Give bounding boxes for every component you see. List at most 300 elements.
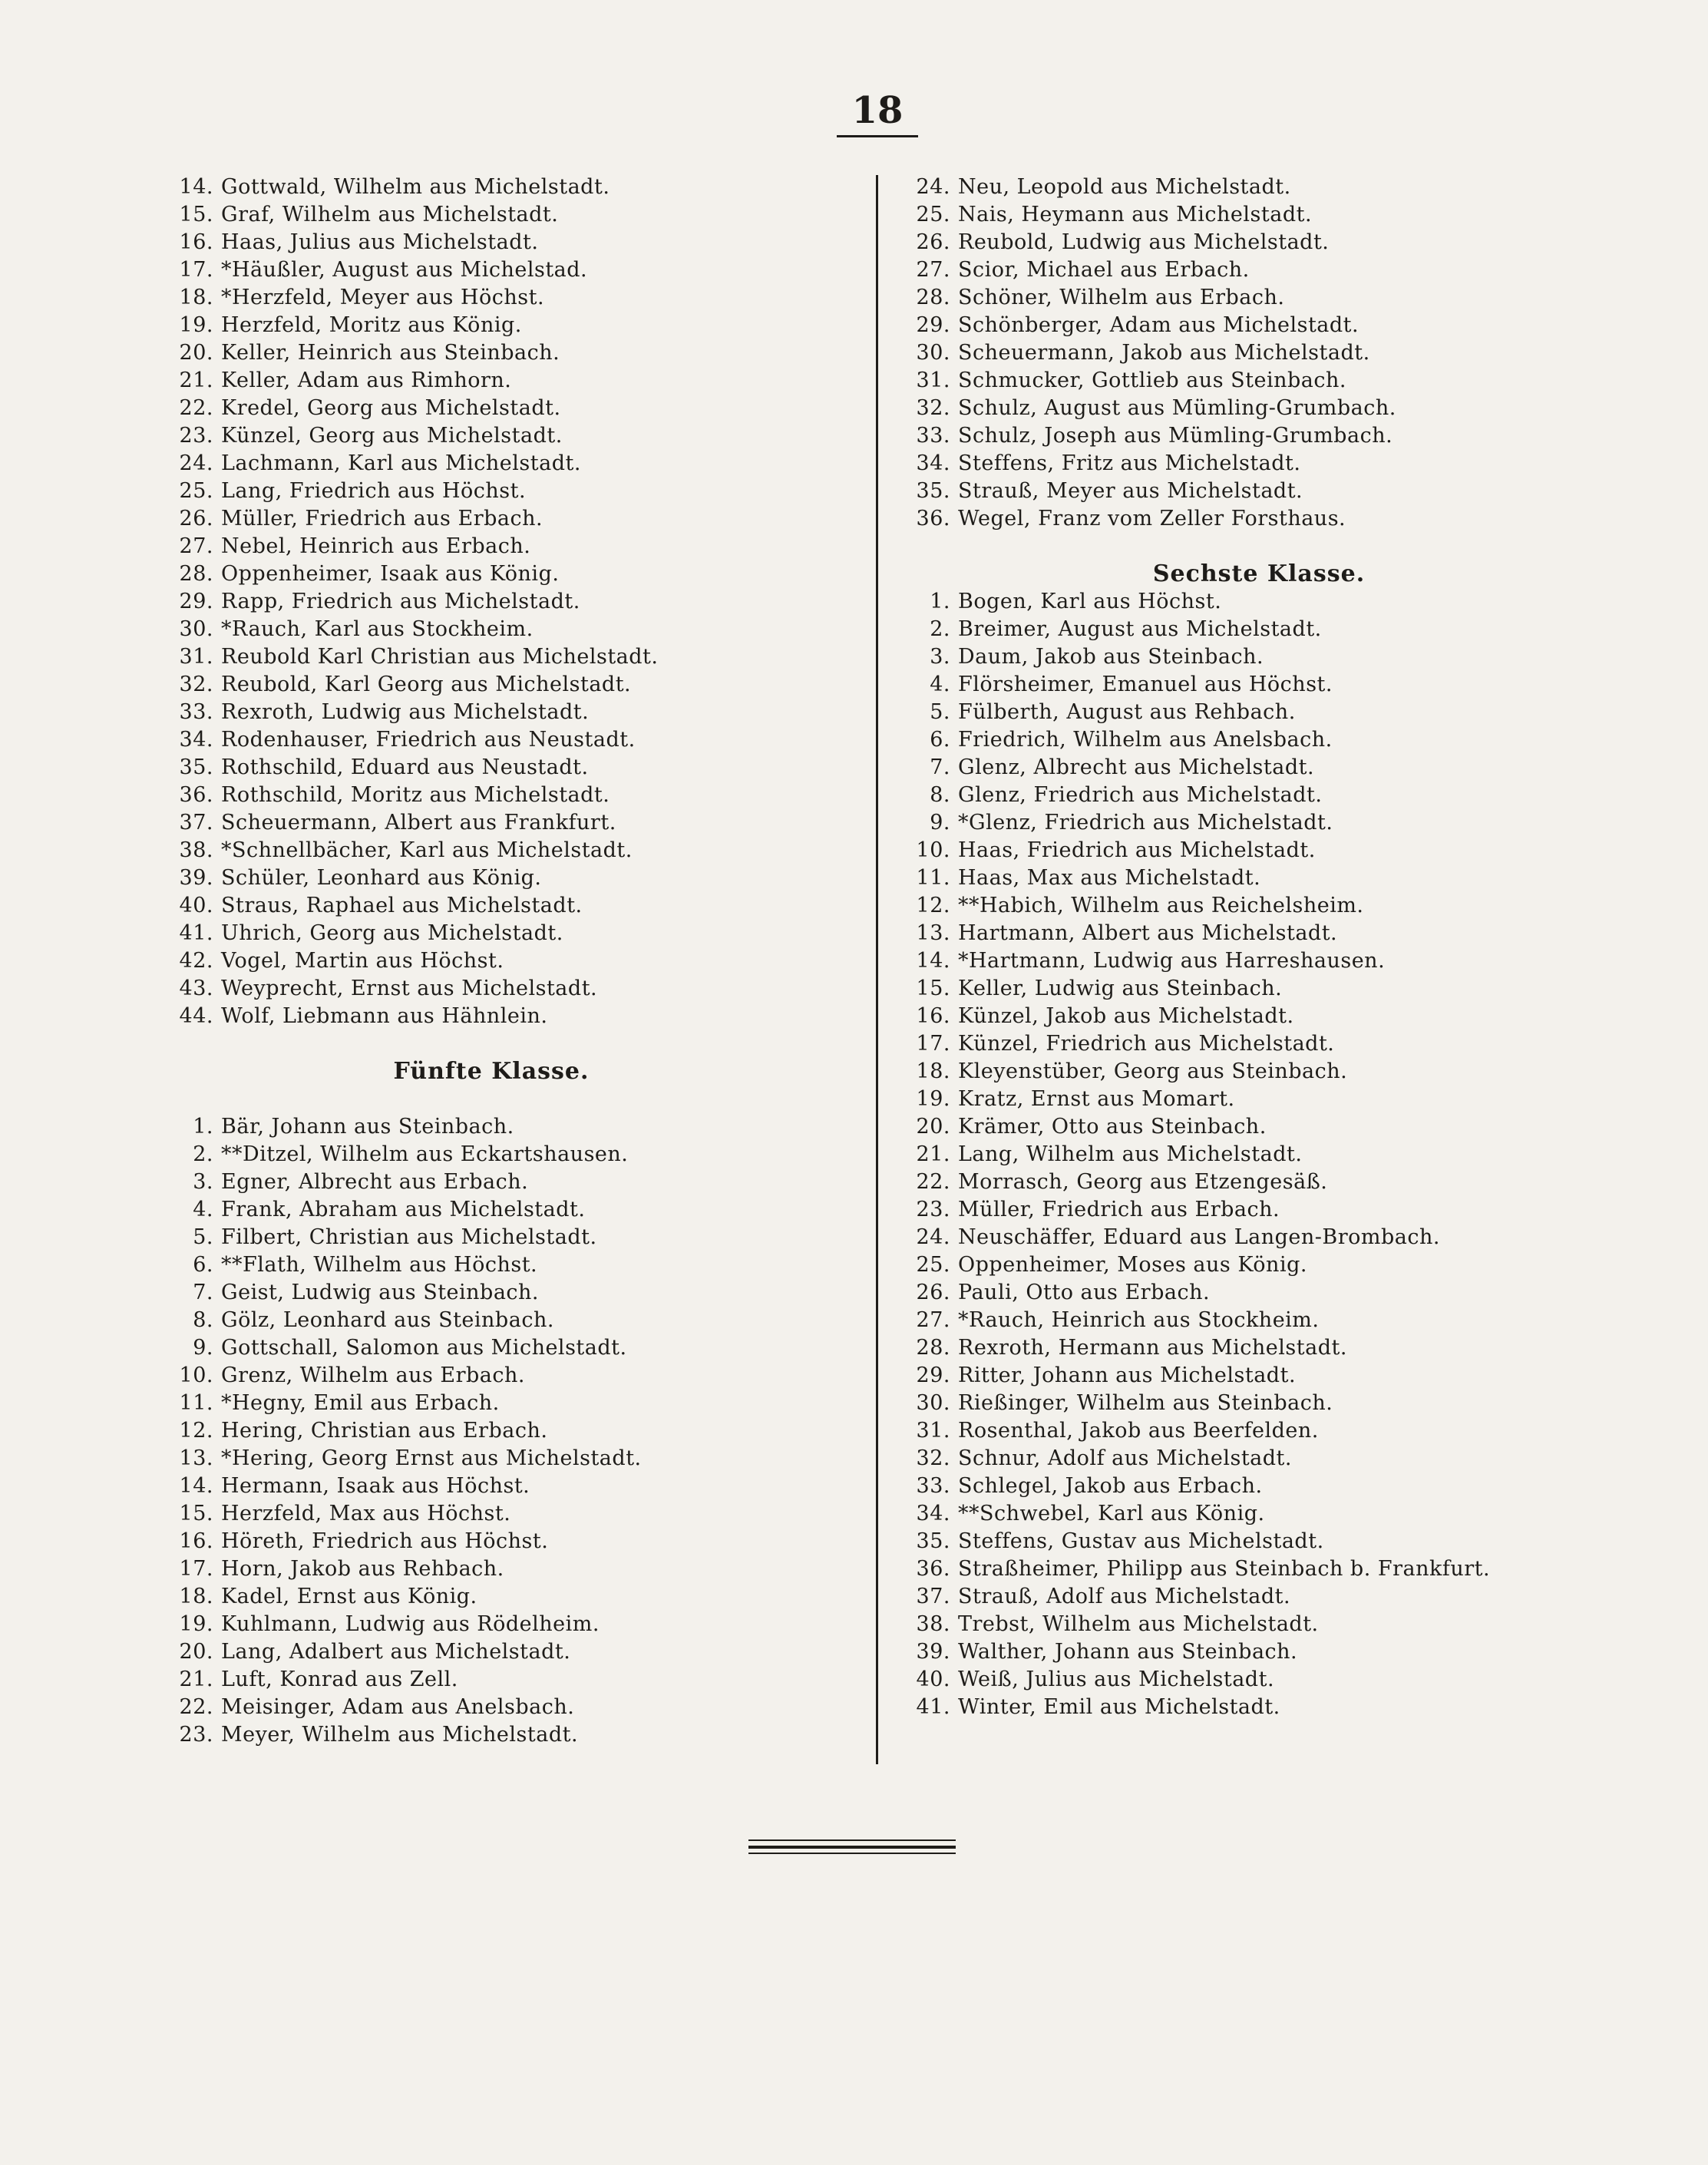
- list-item: [154, 1666, 860, 1694]
- list-item-text: Trebst, Wilhelm aus Michelstadt.: [958, 1612, 1319, 1636]
- list-item-text: Wolf, Liebmann aus Hähnlein.: [221, 1004, 548, 1028]
- list-item-text: Winter, Emil aus Michelstadt.: [958, 1695, 1280, 1719]
- list-item-text: Rexroth, Hermann aus Michelstadt.: [958, 1336, 1347, 1360]
- list-item: [890, 809, 1689, 837]
- list-item-number: 38.: [916, 1612, 950, 1636]
- list-item-text: Wegel, Franz vom Zeller Forsthaus.: [958, 507, 1346, 531]
- list-item: [154, 1362, 860, 1390]
- list-item-number: 18.: [179, 1585, 213, 1608]
- list-item: [154, 1307, 860, 1334]
- list-item: [890, 422, 1689, 450]
- list-item-number: 4.: [193, 1198, 213, 1221]
- list-item-text: Oppenheimer, Moses aus König.: [958, 1253, 1307, 1277]
- list-item: [890, 1224, 1689, 1251]
- list-item-number: 32.: [916, 396, 950, 420]
- list-item: [890, 1168, 1689, 1196]
- list-item: [154, 754, 860, 782]
- list-item-number: 4.: [930, 673, 950, 696]
- list-item: [890, 643, 1689, 671]
- list-item: [890, 699, 1689, 726]
- list-item-text: *Rauch, Heinrich aus Stockheim.: [958, 1308, 1320, 1332]
- list-item: [154, 1500, 860, 1528]
- ornament-line: [748, 1839, 956, 1841]
- list-item: [890, 782, 1689, 809]
- list-item-text: Straßheimer, Philipp aus Steinbach b. Frankfurt.: [958, 1557, 1491, 1581]
- list-item-text: Reubold Karl Christian aus Michelstadt.: [221, 645, 659, 669]
- list-item: [890, 1500, 1689, 1528]
- list-item-number: 21.: [179, 369, 213, 392]
- list-item: [890, 395, 1689, 422]
- list-item-text: *Hartmann, Ludwig aus Harreshausen.: [958, 949, 1386, 973]
- list-item: [890, 339, 1689, 367]
- list-item-number: 21.: [179, 1668, 213, 1691]
- list-item-number: 32.: [179, 673, 213, 696]
- list-item: [890, 478, 1689, 505]
- list-item: [154, 560, 860, 588]
- list-item-text: Kratz, Ernst aus Momart.: [958, 1087, 1235, 1111]
- list-item-text: Schöner, Wilhelm aus Erbach.: [958, 286, 1285, 309]
- list-item-number: 39.: [179, 866, 213, 890]
- list-item-number: 25.: [179, 479, 213, 503]
- list-item-text: Höreth, Friedrich aus Höchst.: [221, 1529, 549, 1553]
- list-item-text: Rothschild, Moritz aus Michelstadt.: [221, 783, 610, 807]
- list-item-text: Keller, Ludwig aus Steinbach.: [958, 977, 1283, 1000]
- list-item-number: 20.: [916, 1115, 950, 1139]
- list-item-number: 31.: [916, 369, 950, 392]
- list-item: [890, 256, 1689, 284]
- list-item: [890, 174, 1689, 201]
- list-item-number: 12.: [179, 1419, 213, 1443]
- list-item-text: Steffens, Gustav aus Michelstadt.: [958, 1529, 1324, 1553]
- list-item-number: 2.: [193, 1142, 213, 1166]
- list-item-text: Fülberth, August aus Rehbach.: [958, 700, 1296, 724]
- list-item: [890, 1251, 1689, 1279]
- list-item: [154, 643, 860, 671]
- list-item: [154, 1721, 860, 1749]
- list-item-number: 29.: [916, 313, 950, 337]
- list-item-text: Gottschall, Salomon aus Michelstadt.: [221, 1336, 627, 1360]
- list-item-number: 13.: [179, 1446, 213, 1470]
- list-item-number: 24.: [179, 451, 213, 475]
- list-item-number: 36.: [179, 783, 213, 807]
- list-item-text: Weiß, Julius aus Michelstadt.: [958, 1668, 1275, 1691]
- list-item: [154, 1168, 860, 1196]
- list-item: [890, 1003, 1689, 1030]
- list-item: [154, 533, 860, 560]
- list-item: [154, 1141, 860, 1168]
- list-item: [154, 616, 860, 643]
- list-item-number: 5.: [930, 700, 950, 724]
- list-item: [154, 1279, 860, 1307]
- list-item-text: Scheuermann, Jakob aus Michelstadt.: [958, 341, 1370, 365]
- list-item-number: 41.: [916, 1695, 950, 1719]
- list-item: [890, 1030, 1689, 1058]
- list-item-text: Keller, Heinrich aus Steinbach.: [221, 341, 560, 365]
- list-item: [154, 588, 860, 616]
- list-item-number: 33.: [916, 424, 950, 448]
- list-item-number: 9.: [193, 1336, 213, 1360]
- list-item-text: Künzel, Georg aus Michelstadt.: [221, 424, 563, 448]
- ornament-line: [748, 1853, 956, 1854]
- list-item-number: 3.: [193, 1170, 213, 1194]
- list-item-number: 16.: [916, 1004, 950, 1028]
- list-item-text: Hering, Christian aus Erbach.: [221, 1419, 548, 1443]
- list-item-number: 15.: [179, 203, 213, 226]
- list-item: [154, 174, 860, 201]
- list-item: [890, 1583, 1689, 1611]
- list-item-text: *Schnellbächer, Karl aus Michelstadt.: [221, 838, 633, 862]
- list-item: [890, 1666, 1689, 1694]
- list-item: [154, 699, 860, 726]
- list-item: [154, 1473, 860, 1500]
- list-item-text: Rapp, Friedrich aus Michelstadt.: [221, 590, 580, 613]
- list-item: [154, 1251, 860, 1279]
- list-item: [890, 1141, 1689, 1168]
- list-item: [890, 1611, 1689, 1638]
- list-item-text: Morrasch, Georg aus Etzengesäß.: [958, 1170, 1328, 1194]
- list-item: [154, 395, 860, 422]
- list-item-number: 15.: [916, 977, 950, 1000]
- list-item-number: 35.: [179, 755, 213, 779]
- list-item-number: 1.: [930, 590, 950, 613]
- list-item-text: Künzel, Friedrich aus Michelstadt.: [958, 1032, 1335, 1056]
- list-item: [154, 284, 860, 312]
- list-item-number: 8.: [193, 1308, 213, 1332]
- class-heading-sixth: Sechste Klasse.: [1152, 560, 1366, 587]
- list-item: [154, 256, 860, 284]
- list-item-number: 10.: [916, 838, 950, 862]
- list-item-number: 31.: [916, 1419, 950, 1443]
- list-item-number: 22.: [916, 1170, 950, 1194]
- list-item-text: Nebel, Heinrich aus Erbach.: [221, 534, 531, 558]
- list-item: [890, 1307, 1689, 1334]
- left-column: [154, 174, 860, 1749]
- list-item-text: Kleyenstüber, Georg aus Steinbach.: [958, 1059, 1348, 1083]
- list-item-text: Frank, Abraham aus Michelstadt.: [221, 1198, 586, 1221]
- list-item-number: 44.: [179, 1004, 213, 1028]
- list-item-number: 37.: [179, 811, 213, 835]
- list-item-text: Herzfeld, Moritz aus König.: [221, 313, 522, 337]
- list-item-number: 31.: [179, 645, 213, 669]
- list-item: [890, 1638, 1689, 1666]
- list-item: [890, 229, 1689, 256]
- list-item-number: 34.: [916, 1502, 950, 1525]
- list-item: [154, 1334, 860, 1362]
- list-item: [890, 1473, 1689, 1500]
- list-item-number: 23.: [916, 1198, 950, 1221]
- list-item-number: 20.: [179, 341, 213, 365]
- list-item: [890, 671, 1689, 699]
- list-item-number: 14.: [916, 949, 950, 973]
- list-item-text: Reubold, Ludwig aus Michelstadt.: [958, 230, 1330, 254]
- list-item-number: 8.: [930, 783, 950, 807]
- list-item: [154, 312, 860, 339]
- right-list-continued: [890, 174, 1689, 533]
- list-item-text: Müller, Friedrich aus Erbach.: [221, 507, 543, 531]
- column-divider: [876, 175, 878, 1764]
- list-item-number: 37.: [916, 1585, 950, 1608]
- list-item: [154, 1528, 860, 1555]
- list-item-text: Lang, Wilhelm aus Michelstadt.: [958, 1142, 1303, 1166]
- list-item-text: Ritter, Johann aus Michelstadt.: [958, 1363, 1297, 1387]
- list-item: [154, 339, 860, 367]
- list-item-number: 11.: [916, 866, 950, 890]
- left-list-continued: [154, 174, 860, 1030]
- list-item-text: Vogel, Martin aus Höchst.: [221, 949, 504, 973]
- list-item-text: Hermann, Isaak aus Höchst.: [221, 1474, 530, 1498]
- list-item-text: Kuhlmann, Ludwig aus Rödelheim.: [221, 1612, 600, 1636]
- list-item-text: Reubold, Karl Georg aus Michelstadt.: [221, 673, 632, 696]
- list-item-number: 32.: [916, 1446, 950, 1470]
- list-item-number: 30.: [916, 341, 950, 365]
- list-item: [154, 892, 860, 920]
- list-item-text: Lang, Friedrich aus Höchst.: [221, 479, 527, 503]
- list-item-text: **Habich, Wilhelm aus Reichelsheim.: [958, 894, 1364, 917]
- list-item-number: 16.: [179, 1529, 213, 1553]
- list-item-number: 33.: [179, 700, 213, 724]
- list-item-number: 2.: [930, 617, 950, 641]
- list-item-text: Daum, Jakob aus Steinbach.: [958, 645, 1264, 669]
- list-item-number: 43.: [179, 977, 213, 1000]
- list-item: [890, 1196, 1689, 1224]
- list-item: [154, 1113, 860, 1141]
- list-item-text: Rexroth, Ludwig aus Michelstadt.: [221, 700, 590, 724]
- list-item: [890, 1694, 1689, 1721]
- list-item-text: Künzel, Jakob aus Michelstadt.: [958, 1004, 1294, 1028]
- list-item: [890, 1058, 1689, 1086]
- list-item-text: Glenz, Friedrich aus Michelstadt.: [958, 783, 1323, 807]
- list-item: [890, 1445, 1689, 1473]
- list-item: [890, 1362, 1689, 1390]
- list-item-number: 40.: [179, 894, 213, 917]
- list-item: [890, 754, 1689, 782]
- list-item-text: Rothschild, Eduard aus Neustadt.: [221, 755, 589, 779]
- list-item-number: 33.: [916, 1474, 950, 1498]
- list-item: [154, 864, 860, 892]
- list-item: [890, 1555, 1689, 1583]
- list-item-number: 28.: [916, 1336, 950, 1360]
- list-item-number: 23.: [179, 1723, 213, 1747]
- list-item-text: Schmucker, Gottlieb aus Steinbach.: [958, 369, 1346, 392]
- list-item: [154, 1445, 860, 1473]
- list-item-text: Strauß, Adolf aus Michelstadt.: [958, 1585, 1291, 1608]
- list-item: [890, 837, 1689, 864]
- list-item-number: 17.: [916, 1032, 950, 1056]
- list-item-number: 25.: [916, 203, 950, 226]
- list-item: [154, 422, 860, 450]
- list-item-text: Lachmann, Karl aus Michelstadt.: [221, 451, 581, 475]
- list-item-text: Kredel, Georg aus Michelstadt.: [221, 396, 561, 420]
- list-item-text: Scior, Michael aus Erbach.: [958, 258, 1250, 282]
- list-item-text: *Glenz, Friedrich aus Michelstadt.: [958, 811, 1333, 835]
- list-item-number: 30.: [179, 617, 213, 641]
- list-item: [154, 947, 860, 975]
- list-item-number: 7.: [193, 1281, 213, 1304]
- list-item: [154, 782, 860, 809]
- list-item-number: 27.: [916, 1308, 950, 1332]
- list-item-text: Walther, Johann aus Steinbach.: [958, 1640, 1298, 1664]
- list-item: [154, 229, 860, 256]
- list-item-number: 27.: [179, 534, 213, 558]
- list-item-text: **Ditzel, Wilhelm aus Eckartshausen.: [221, 1142, 629, 1166]
- list-item: [890, 864, 1689, 892]
- list-item: [890, 450, 1689, 478]
- list-item: [890, 1113, 1689, 1141]
- list-item-number: 26.: [916, 1281, 950, 1304]
- left-list-fifth-class: [154, 1113, 860, 1749]
- list-item-number: 40.: [916, 1668, 950, 1691]
- list-item: [154, 1555, 860, 1583]
- list-item: [154, 975, 860, 1003]
- list-item-number: 34.: [179, 728, 213, 752]
- list-item-text: Graf, Wilhelm aus Michelstadt.: [221, 203, 559, 226]
- list-item-number: 16.: [179, 230, 213, 254]
- list-item-number: 26.: [179, 507, 213, 531]
- list-item-text: Flörsheimer, Emanuel aus Höchst.: [958, 673, 1333, 696]
- list-item-text: Keller, Adam aus Rimhorn.: [221, 369, 512, 392]
- list-item-number: 38.: [179, 838, 213, 862]
- list-item-text: Nais, Heymann aus Michelstadt.: [958, 203, 1313, 226]
- list-item: [890, 588, 1689, 616]
- list-item-text: Meyer, Wilhelm aus Michelstadt.: [221, 1723, 579, 1747]
- list-item: [154, 367, 860, 395]
- list-item-number: 12.: [916, 894, 950, 917]
- list-item-text: Hartmann, Albert aus Michelstadt.: [958, 921, 1338, 945]
- end-ornament-rule: [748, 1835, 956, 1858]
- list-item-text: Horn, Jakob aus Rehbach.: [221, 1557, 504, 1581]
- list-item-number: 18.: [916, 1059, 950, 1083]
- list-item-text: Schulz, Joseph aus Mümling-Grumbach.: [958, 424, 1393, 448]
- list-item-number: 14.: [179, 175, 213, 199]
- list-item-text: Schulz, August aus Mümling-Grumbach.: [958, 396, 1396, 420]
- list-item-number: 11.: [179, 1391, 213, 1415]
- list-item: [154, 1611, 860, 1638]
- list-item: [154, 478, 860, 505]
- list-item-text: Schlegel, Jakob aus Erbach.: [958, 1474, 1263, 1498]
- ornament-line: [748, 1846, 956, 1849]
- list-item-number: 27.: [916, 258, 950, 282]
- list-item-text: Müller, Friedrich aus Erbach.: [958, 1198, 1280, 1221]
- class-heading-fifth: Fünfte Klasse.: [393, 1058, 590, 1085]
- list-item: [890, 312, 1689, 339]
- list-item-text: Schönberger, Adam aus Michelstadt.: [958, 313, 1359, 337]
- list-item-number: 28.: [916, 286, 950, 309]
- list-item-text: Neuschäffer, Eduard aus Langen-Brombach.: [958, 1225, 1440, 1249]
- list-item: [154, 1196, 860, 1224]
- list-item: [890, 1334, 1689, 1362]
- list-item: [154, 837, 860, 864]
- list-item-text: Rosenthal, Jakob aus Beerfelden.: [958, 1419, 1319, 1443]
- list-item-number: 9.: [930, 811, 950, 835]
- list-item-number: 6.: [930, 728, 950, 752]
- list-item-text: Luft, Konrad aus Zell.: [221, 1668, 458, 1691]
- list-item-number: 18.: [179, 286, 213, 309]
- list-item-number: 30.: [916, 1391, 950, 1415]
- list-item-text: Scheuermann, Albert aus Frankfurt.: [221, 811, 616, 835]
- list-item-text: Gottwald, Wilhelm aus Michelstadt.: [221, 175, 610, 199]
- list-item-number: 41.: [179, 921, 213, 945]
- list-item-number: 39.: [916, 1640, 950, 1664]
- list-item-text: Rodenhauser, Friedrich aus Neustadt.: [221, 728, 636, 752]
- list-item-text: Haas, Max aus Michelstadt.: [958, 866, 1261, 890]
- list-item-text: *Häußler, August aus Michelstad.: [221, 258, 588, 282]
- list-item-number: 7.: [930, 755, 950, 779]
- list-item-number: 28.: [179, 562, 213, 586]
- list-item-number: 26.: [916, 230, 950, 254]
- list-item-number: 25.: [916, 1253, 950, 1277]
- list-item-text: Gölz, Leonhard aus Steinbach.: [221, 1308, 554, 1332]
- list-item-number: 22.: [179, 396, 213, 420]
- list-item-number: 3.: [930, 645, 950, 669]
- list-item: [890, 367, 1689, 395]
- list-item-number: 1.: [193, 1115, 213, 1139]
- list-item: [154, 1390, 860, 1417]
- list-item-text: Schüler, Leonhard aus König.: [221, 866, 542, 890]
- list-item-text: Haas, Friedrich aus Michelstadt.: [958, 838, 1316, 862]
- list-item: [154, 726, 860, 754]
- list-item-number: 6.: [193, 1253, 213, 1277]
- list-item-number: 13.: [916, 921, 950, 945]
- list-item: [154, 201, 860, 229]
- list-item: [154, 1638, 860, 1666]
- list-item: [890, 284, 1689, 312]
- list-item-text: Breimer, August aus Michelstadt.: [958, 617, 1322, 641]
- list-item-text: Schnur, Adolf aus Michelstadt.: [958, 1446, 1292, 1470]
- list-item-text: Haas, Julius aus Michelstadt.: [221, 230, 539, 254]
- list-item: [890, 947, 1689, 975]
- list-item-number: 23.: [179, 424, 213, 448]
- list-item-number: 10.: [179, 1363, 213, 1387]
- list-item-text: Weyprecht, Ernst aus Michelstadt.: [221, 977, 598, 1000]
- list-item: [890, 616, 1689, 643]
- list-item-number: 24.: [916, 175, 950, 199]
- list-item-number: 20.: [179, 1640, 213, 1664]
- list-item: [154, 1694, 860, 1721]
- list-item: [154, 671, 860, 699]
- list-item-number: 21.: [916, 1142, 950, 1166]
- page-number: 18: [851, 89, 904, 132]
- list-item: [890, 892, 1689, 920]
- list-item: [890, 1279, 1689, 1307]
- list-item: [890, 726, 1689, 754]
- list-item-number: 19.: [916, 1087, 950, 1111]
- list-item: [154, 1003, 860, 1030]
- list-item-text: Pauli, Otto aus Erbach.: [958, 1281, 1211, 1304]
- list-item-number: 17.: [179, 258, 213, 282]
- list-item-number: 24.: [916, 1225, 950, 1249]
- list-item-number: 36.: [916, 1557, 950, 1581]
- list-item: [890, 975, 1689, 1003]
- list-item-text: **Flath, Wilhelm aus Höchst.: [221, 1253, 538, 1277]
- list-item-text: Strauß, Meyer aus Michelstadt.: [958, 479, 1303, 503]
- list-item-text: Rießinger, Wilhelm aus Steinbach.: [958, 1391, 1333, 1415]
- list-item-text: Bogen, Karl aus Höchst.: [958, 590, 1222, 613]
- list-item-number: 34.: [916, 451, 950, 475]
- list-item: [890, 201, 1689, 229]
- list-item-text: Herzfeld, Max aus Höchst.: [221, 1502, 511, 1525]
- list-item-text: Meisinger, Adam aus Anelsbach.: [221, 1695, 575, 1719]
- list-item-text: Bär, Johann aus Steinbach.: [221, 1115, 514, 1139]
- list-item-number: 15.: [179, 1502, 213, 1525]
- list-item-text: Friedrich, Wilhelm aus Anelsbach.: [958, 728, 1333, 752]
- list-item: [154, 809, 860, 837]
- list-item: [154, 1224, 860, 1251]
- list-item-number: 42.: [179, 949, 213, 973]
- list-item: [154, 450, 860, 478]
- list-item-text: Krämer, Otto aus Steinbach.: [958, 1115, 1267, 1139]
- list-item-text: Egner, Albrecht aus Erbach.: [221, 1170, 529, 1194]
- list-item: [154, 505, 860, 533]
